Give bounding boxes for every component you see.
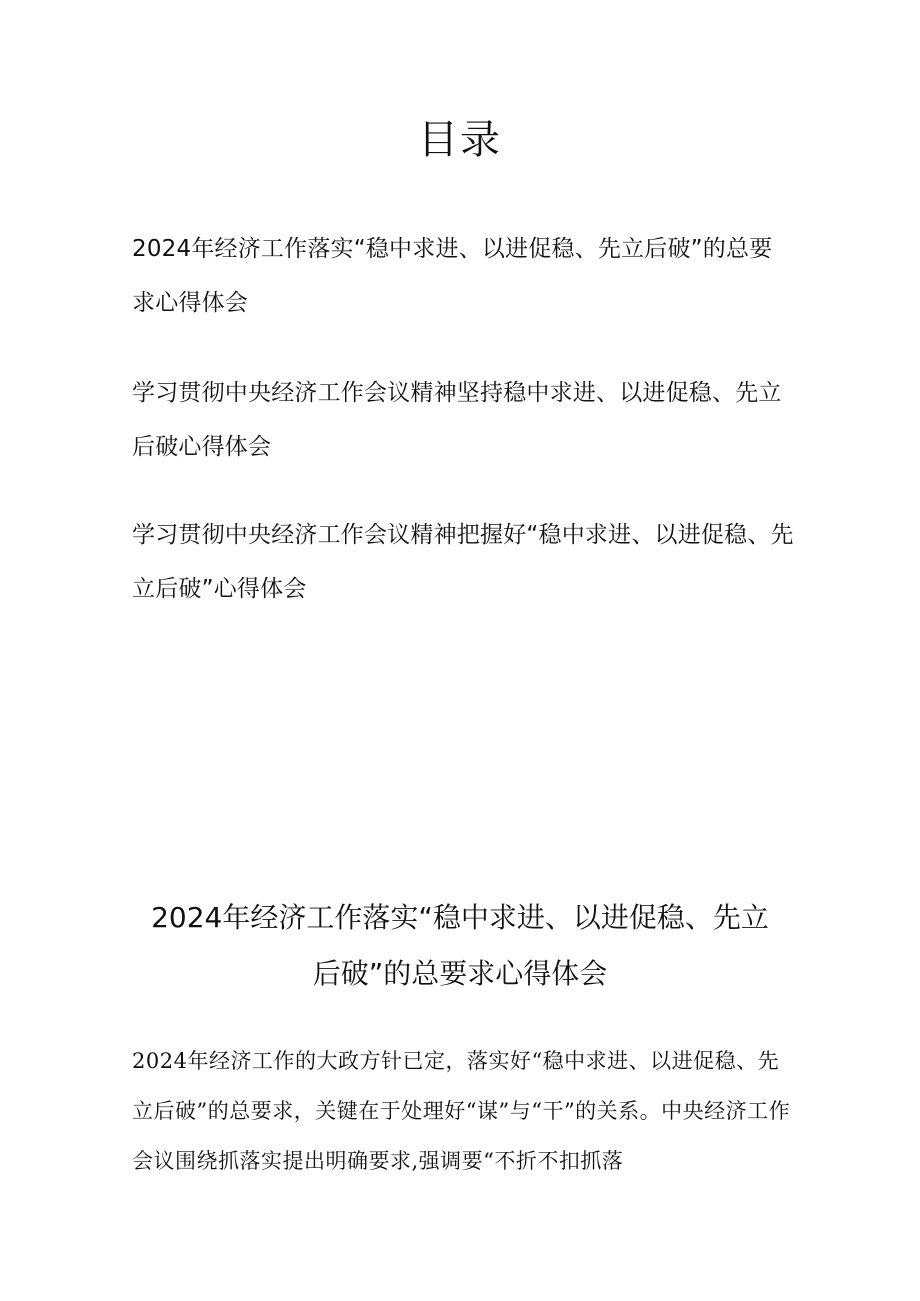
article-body-paragraph: 2024年经济工作的大政方针已定，落实好“稳中求进、以进促稳、先立后破”的总要求，关键在于处理好“谋”与“干”的关系。中央经济工作会议围绕抓落实提出明确要求,强调要“不折不扣抓落	[132, 1049, 791, 1173]
toc-entry-3[interactable]: 学习贯彻中央经济工作会议精神把握好“稳中求进、以进促稳、先立后破”心得体会	[132, 522, 794, 602]
article-title: 2024年经济工作落实“稳中求进、以进促稳、先立后破”的总要求心得体会	[151, 901, 769, 990]
toc-title: 目录	[418, 117, 502, 163]
toc-entry-2[interactable]: 学习贯彻中央经济工作会议精神坚持稳中求进、以进促稳、先立后破心得体会	[132, 380, 782, 460]
toc-entry-1[interactable]: 2024年经济工作落实“稳中求进、以进促稳、先立后破”的总要求心得体会	[132, 236, 773, 316]
